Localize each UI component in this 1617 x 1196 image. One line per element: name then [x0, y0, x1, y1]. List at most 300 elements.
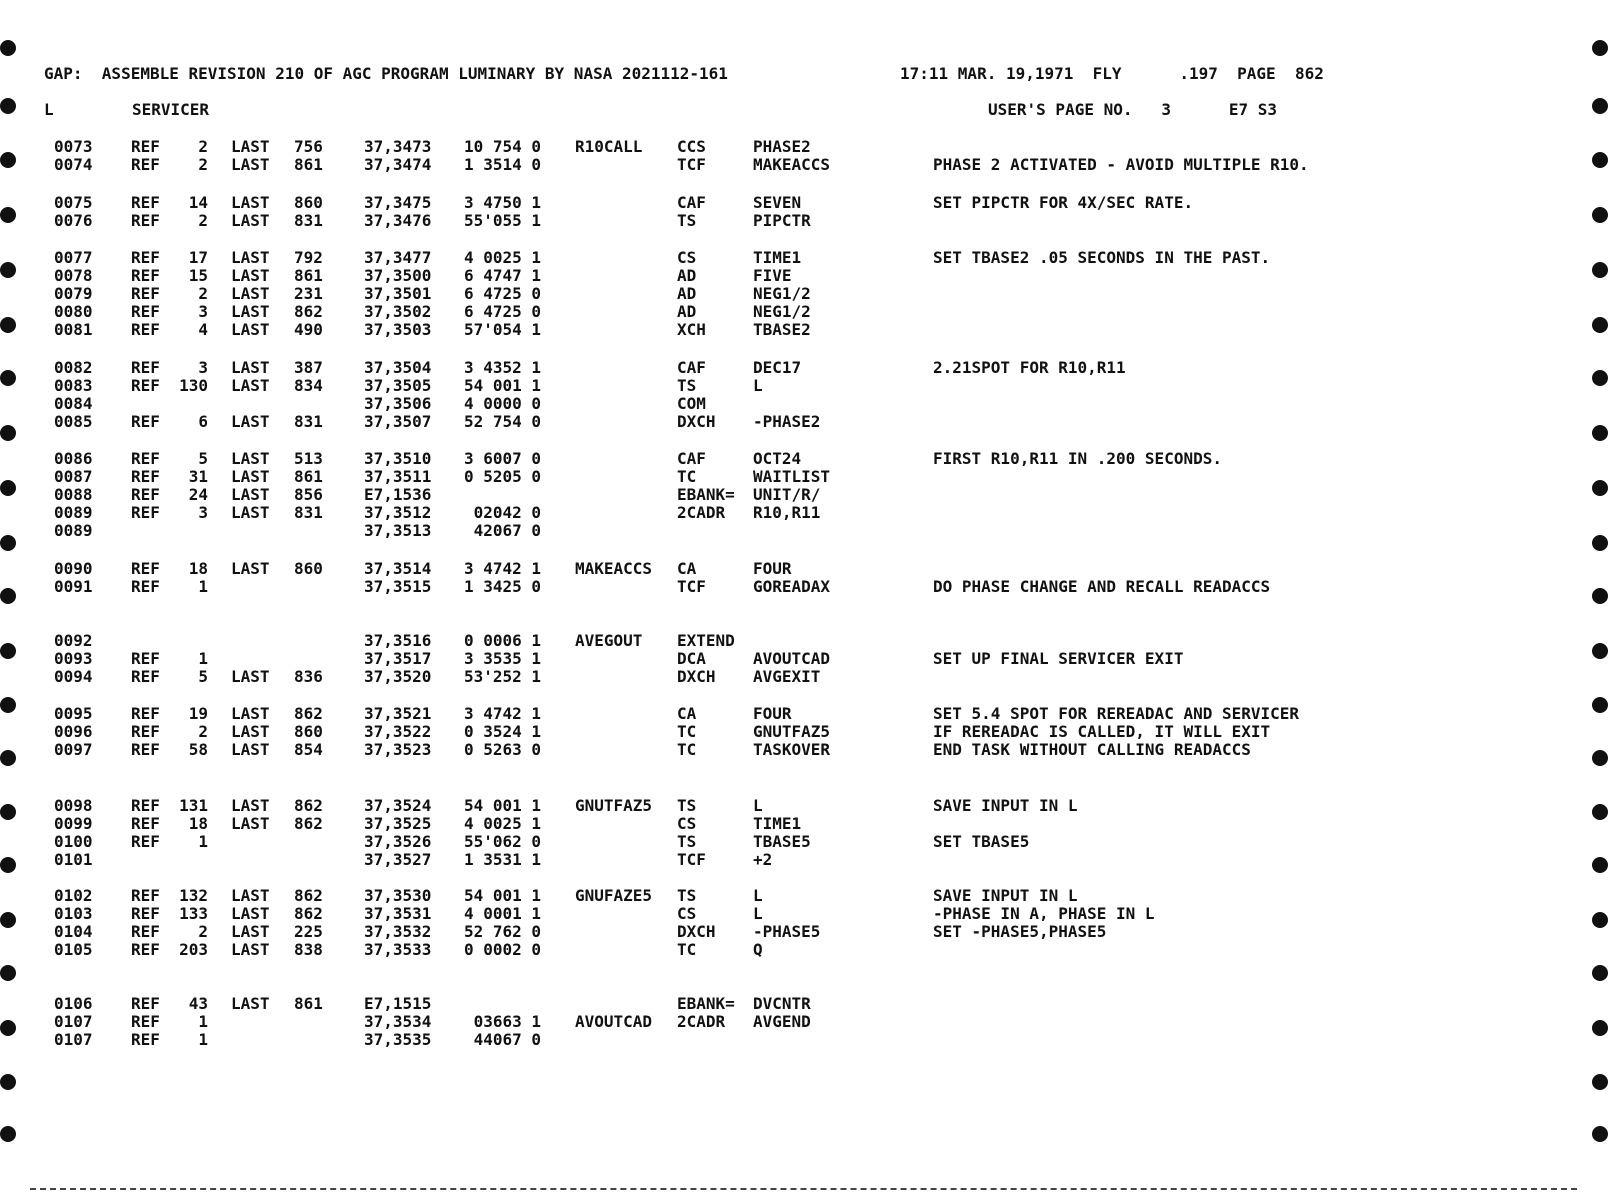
listing-row — [0, 1031, 1560, 1049]
cell-line: 0095 — [54, 704, 93, 723]
cell-ln: 854 — [294, 740, 323, 759]
cell-comment: SET -PHASE5,PHASE5 — [933, 922, 1107, 941]
listing-row — [0, 668, 1560, 686]
cell-addr: 37,3507 — [364, 412, 432, 431]
cell-addr: 37,3532 — [364, 922, 432, 941]
cell-line: 0107 — [54, 1012, 93, 1031]
cell-rn: 132 — [179, 886, 208, 905]
listing-row — [0, 303, 1560, 321]
cell-op: TC — [677, 940, 697, 959]
feed-hole-icon — [0, 480, 16, 496]
cell-comment: IF REREADAC IS CALLED, IT WILL EXIT — [933, 722, 1271, 741]
cell-addr: 37,3477 — [364, 248, 432, 267]
cell-op: EBANK= — [677, 994, 735, 1013]
cell-line: 0073 — [54, 137, 93, 156]
listing-row — [0, 578, 1560, 596]
cell-last: LAST — [231, 412, 270, 431]
cell-rn: 18 — [188, 814, 208, 833]
feed-hole-icon — [1592, 317, 1608, 333]
cell-rn: 2 — [198, 922, 208, 941]
cell-code: 4 0000 0 — [464, 394, 542, 413]
cell-ln: 831 — [294, 211, 323, 230]
cell-rn: 2 — [198, 284, 208, 303]
cell-addr: 37,3531 — [364, 904, 432, 923]
cell-ref: REF — [131, 1030, 160, 1049]
cell-code: 54 001 1 — [464, 796, 542, 815]
cell-last: LAST — [231, 485, 270, 504]
listing-row — [0, 395, 1560, 413]
cell-addr: 37,3506 — [364, 394, 432, 413]
cell-operand: +2 — [753, 850, 773, 869]
cell-comment: FIRST R10,R11 IN .200 SECONDS. — [933, 449, 1222, 468]
cell-rn: 130 — [179, 376, 208, 395]
cell-line: 0084 — [54, 394, 93, 413]
cell-operand: L — [753, 904, 763, 923]
cell-ln: 862 — [294, 796, 323, 815]
cell-operand: UNIT/R/ — [753, 485, 821, 504]
cell-addr: 37,3526 — [364, 832, 432, 851]
cell-label: AVOUTCAD — [575, 1012, 653, 1031]
cell-last: LAST — [231, 302, 270, 321]
cell-last: LAST — [231, 704, 270, 723]
section-title: SERVICER — [132, 100, 210, 119]
cell-code: 6 4725 0 — [464, 284, 542, 303]
cell-rn: 2 — [198, 155, 208, 174]
cell-op: 2CADR — [677, 503, 726, 522]
cell-line: 0094 — [54, 667, 93, 686]
cell-ref: REF — [131, 922, 160, 941]
cell-label: GNUTFAZ5 — [575, 796, 653, 815]
listing-row — [0, 285, 1560, 303]
cell-operand: TASKOVER — [753, 740, 831, 759]
cell-ref: REF — [131, 722, 160, 741]
feed-hole-icon — [1592, 262, 1608, 278]
cell-ln: 513 — [294, 449, 323, 468]
cell-rn: 1 — [198, 577, 208, 596]
cell-addr: 37,3515 — [364, 577, 432, 596]
cell-line: 0080 — [54, 302, 93, 321]
cell-op: XCH — [677, 320, 706, 339]
cell-ref: REF — [131, 376, 160, 395]
cell-op: CS — [677, 904, 697, 923]
cell-operand: MAKEACCS — [753, 155, 831, 174]
cell-addr: 37,3520 — [364, 667, 432, 686]
cell-last: LAST — [231, 722, 270, 741]
cell-last: LAST — [231, 248, 270, 267]
cell-line: 0085 — [54, 412, 93, 431]
listing-row — [0, 194, 1560, 212]
user-page-number: USER'S PAGE NO. 3 E7 S3 — [988, 100, 1277, 119]
cell-ref: REF — [131, 704, 160, 723]
cell-addr: 37,3510 — [364, 449, 432, 468]
cell-last: LAST — [231, 376, 270, 395]
feed-hole-icon — [1592, 804, 1608, 820]
cell-op: DXCH — [677, 667, 716, 686]
cell-line: 0102 — [54, 886, 93, 905]
cell-ref: REF — [131, 503, 160, 522]
cell-op: DXCH — [677, 412, 716, 431]
feed-hole-icon — [1592, 912, 1608, 928]
cell-ln: 861 — [294, 467, 323, 486]
cell-operand: OCT24 — [753, 449, 802, 468]
feed-hole-icon — [1592, 425, 1608, 441]
cell-code: 52 754 0 — [464, 412, 542, 431]
cell-line: 0106 — [54, 994, 93, 1013]
cell-code: 53'252 1 — [464, 667, 542, 686]
listing-row — [0, 941, 1560, 959]
listing-row — [0, 156, 1560, 174]
cell-ref: REF — [131, 667, 160, 686]
cell-code: 4 0025 1 — [464, 248, 542, 267]
cell-ln: 792 — [294, 248, 323, 267]
cell-ref: REF — [131, 155, 160, 174]
cell-last: LAST — [231, 155, 270, 174]
cell-op: CA — [677, 704, 697, 723]
cell-code: 3 6007 0 — [464, 449, 542, 468]
cell-last: LAST — [231, 994, 270, 1013]
cell-ln: 860 — [294, 193, 323, 212]
cell-rn: 4 — [198, 320, 208, 339]
feed-hole-icon — [0, 1126, 16, 1142]
cell-code: 10 754 0 — [464, 137, 542, 156]
cell-ln: 862 — [294, 814, 323, 833]
listing-row — [0, 359, 1560, 377]
feed-hole-icon — [0, 1074, 16, 1090]
cell-ln: 861 — [294, 994, 323, 1013]
cell-last: LAST — [231, 193, 270, 212]
cell-line: 0090 — [54, 559, 93, 578]
listing-row — [0, 413, 1560, 431]
feed-hole-icon — [0, 152, 16, 168]
feed-hole-icon — [1592, 98, 1608, 114]
feed-hole-icon — [0, 912, 16, 928]
cell-line: 0075 — [54, 193, 93, 212]
cell-last: LAST — [231, 814, 270, 833]
cell-addr: 37,3502 — [364, 302, 432, 321]
cell-rn: 2 — [198, 211, 208, 230]
cell-line: 0079 — [54, 284, 93, 303]
listing-row — [0, 833, 1560, 851]
cell-rn: 5 — [198, 667, 208, 686]
cell-addr: 37,3523 — [364, 740, 432, 759]
cell-code: 1 3514 0 — [464, 155, 542, 174]
feed-hole-icon — [1592, 1126, 1608, 1142]
cell-addr: 37,3522 — [364, 722, 432, 741]
cell-last: LAST — [231, 320, 270, 339]
cell-addr: E7,1515 — [364, 994, 432, 1013]
cell-rn: 18 — [188, 559, 208, 578]
cell-addr: 37,3474 — [364, 155, 432, 174]
feed-hole-icon — [1592, 697, 1608, 713]
cell-op: TC — [677, 740, 697, 759]
cell-op: CA — [677, 559, 697, 578]
cell-op: TCF — [677, 577, 706, 596]
feed-hole-icon — [1592, 857, 1608, 873]
cell-op: TC — [677, 467, 697, 486]
cell-last: LAST — [231, 922, 270, 941]
cell-ref: REF — [131, 248, 160, 267]
cell-rn: 1 — [198, 832, 208, 851]
cell-ref: REF — [131, 449, 160, 468]
cell-line: 0089 — [54, 521, 93, 540]
cell-code: 57'054 1 — [464, 320, 542, 339]
feed-hole-icon — [0, 750, 16, 766]
cell-comment: -PHASE IN A, PHASE IN L — [933, 904, 1155, 923]
listing-row — [0, 249, 1560, 267]
feed-hole-icon — [0, 1020, 16, 1036]
cell-code: 1 3425 0 — [464, 577, 542, 596]
cell-label: R10CALL — [575, 137, 643, 156]
cell-last: LAST — [231, 266, 270, 285]
listing-row — [0, 741, 1560, 759]
cell-operand: TIME1 — [753, 814, 802, 833]
feed-hole-icon — [1592, 1020, 1608, 1036]
feed-hole-icon — [0, 643, 16, 659]
cell-addr: 37,3512 — [364, 503, 432, 522]
feed-hole-icon — [1592, 480, 1608, 496]
feed-hole-icon — [0, 40, 16, 56]
cell-operand: L — [753, 376, 763, 395]
cell-line: 0082 — [54, 358, 93, 377]
cell-rn: 3 — [198, 503, 208, 522]
listing-row — [0, 723, 1560, 741]
listing-row — [0, 212, 1560, 230]
cell-addr: 37,3473 — [364, 137, 432, 156]
cell-ln: 831 — [294, 503, 323, 522]
feed-hole-icon — [0, 370, 16, 386]
cell-ref: REF — [131, 740, 160, 759]
cell-code: 1 3531 1 — [464, 850, 542, 869]
cell-last: LAST — [231, 358, 270, 377]
cell-ln: 834 — [294, 376, 323, 395]
cell-ln: 856 — [294, 485, 323, 504]
cell-line: 0107 — [54, 1030, 93, 1049]
cell-line: 0074 — [54, 155, 93, 174]
cell-ref: REF — [131, 284, 160, 303]
cell-addr: 37,3530 — [364, 886, 432, 905]
cell-ref: REF — [131, 886, 160, 905]
cell-operand: R10,R11 — [753, 503, 821, 522]
cell-operand: FOUR — [753, 559, 792, 578]
cell-code: 6 4725 0 — [464, 302, 542, 321]
cell-code: 4 0025 1 — [464, 814, 542, 833]
cell-addr: 37,3504 — [364, 358, 432, 377]
cell-ref: REF — [131, 832, 160, 851]
cell-addr: 37,3524 — [364, 796, 432, 815]
cell-op: TCF — [677, 850, 706, 869]
listing-mark: L — [44, 100, 54, 119]
cell-code: 3 3535 1 — [464, 649, 542, 668]
cell-comment: SET TBASE5 — [933, 832, 1030, 851]
cell-code: 54 001 1 — [464, 886, 542, 905]
listing-row — [0, 905, 1560, 923]
cell-op: CAF — [677, 358, 706, 377]
feed-hole-icon — [0, 317, 16, 333]
cell-op: TS — [677, 211, 697, 230]
cell-comment: SAVE INPUT IN L — [933, 796, 1078, 815]
cell-operand: TBASE2 — [753, 320, 811, 339]
cell-addr: 37,3514 — [364, 559, 432, 578]
listing-row — [0, 632, 1560, 650]
cell-line: 0097 — [54, 740, 93, 759]
cell-ref: REF — [131, 320, 160, 339]
cell-op: 2CADR — [677, 1012, 726, 1031]
feed-hole-icon — [0, 804, 16, 820]
listing-row — [0, 377, 1560, 395]
cell-rn: 133 — [179, 904, 208, 923]
cell-ref: REF — [131, 796, 160, 815]
cell-operand: PIPCTR — [753, 211, 811, 230]
cell-line: 0078 — [54, 266, 93, 285]
listing-row — [0, 560, 1560, 578]
cell-op: COM — [677, 394, 706, 413]
listing-row — [0, 267, 1560, 285]
cell-last: LAST — [231, 211, 270, 230]
cell-comment: 2.21SPOT FOR R10,R11 — [933, 358, 1126, 377]
cell-op: DXCH — [677, 922, 716, 941]
cell-ln: 387 — [294, 358, 323, 377]
cell-line: 0104 — [54, 922, 93, 941]
cell-code: 42067 0 — [464, 521, 542, 540]
cell-rn: 2 — [198, 137, 208, 156]
cell-operand: Q — [753, 940, 763, 959]
cell-op: TS — [677, 886, 697, 905]
cell-comment: END TASK WITHOUT CALLING READACCS — [933, 740, 1251, 759]
cell-line: 0081 — [54, 320, 93, 339]
cell-last: LAST — [231, 940, 270, 959]
listing-row — [0, 504, 1560, 522]
cell-ln: 862 — [294, 904, 323, 923]
cell-rn: 43 — [188, 994, 208, 1013]
cell-ref: REF — [131, 649, 160, 668]
cell-code: 3 4750 1 — [464, 193, 542, 212]
cell-ref: REF — [131, 211, 160, 230]
cell-comment: SAVE INPUT IN L — [933, 886, 1078, 905]
feed-hole-icon — [0, 535, 16, 551]
cell-op: TS — [677, 832, 697, 851]
perforation-line — [30, 1188, 1577, 1190]
cell-addr: 37,3500 — [364, 266, 432, 285]
cell-code: 54 001 1 — [464, 376, 542, 395]
cell-code: 0 3524 1 — [464, 722, 542, 741]
cell-operand: DEC17 — [753, 358, 802, 377]
cell-operand: L — [753, 886, 763, 905]
listing-row — [0, 815, 1560, 833]
cell-ln: 862 — [294, 886, 323, 905]
cell-addr: 37,3525 — [364, 814, 432, 833]
cell-last: LAST — [231, 503, 270, 522]
cell-op: EXTEND — [677, 631, 735, 650]
feed-hole-icon — [0, 588, 16, 604]
cell-ln: 860 — [294, 722, 323, 741]
cell-rn: 5 — [198, 449, 208, 468]
cell-ref: REF — [131, 137, 160, 156]
feed-hole-icon — [0, 207, 16, 223]
cell-line: 0083 — [54, 376, 93, 395]
cell-ln: 231 — [294, 284, 323, 303]
cell-ref: REF — [131, 193, 160, 212]
cell-rn: 24 — [188, 485, 208, 504]
cell-op: AD — [677, 302, 697, 321]
listing-row — [0, 887, 1560, 905]
cell-ref: REF — [131, 266, 160, 285]
cell-code: 52 762 0 — [464, 922, 542, 941]
cell-operand: L — [753, 796, 763, 815]
cell-line: 0096 — [54, 722, 93, 741]
cell-last: LAST — [231, 886, 270, 905]
cell-ref: REF — [131, 302, 160, 321]
feed-hole-icon — [1592, 965, 1608, 981]
cell-last: LAST — [231, 796, 270, 815]
cell-line: 0086 — [54, 449, 93, 468]
cell-line: 0105 — [54, 940, 93, 959]
cell-op: TS — [677, 376, 697, 395]
cell-operand: AVOUTCAD — [753, 649, 831, 668]
cell-operand: NEG1/2 — [753, 284, 811, 303]
cell-operand: SEVEN — [753, 193, 802, 212]
assembly-header: GAP: ASSEMBLE REVISION 210 OF AGC PROGRAM LUMINARY BY NASA 2021112-161 — [44, 64, 728, 83]
cell-last: LAST — [231, 449, 270, 468]
cell-ln: 861 — [294, 155, 323, 174]
cell-rn: 15 — [188, 266, 208, 285]
cell-code: 3 4742 1 — [464, 559, 542, 578]
cell-op: TCF — [677, 155, 706, 174]
cell-addr: 37,3517 — [364, 649, 432, 668]
cell-ref: REF — [131, 814, 160, 833]
listing-row — [0, 995, 1560, 1013]
cell-addr: 37,3533 — [364, 940, 432, 959]
cell-ref: REF — [131, 467, 160, 486]
cell-comment: PHASE 2 ACTIVATED - AVOID MULTIPLE R10. — [933, 155, 1309, 174]
cell-rn: 203 — [179, 940, 208, 959]
cell-label: GNUFAZE5 — [575, 886, 653, 905]
cell-comment: SET UP FINAL SERVICER EXIT — [933, 649, 1184, 668]
cell-rn: 1 — [198, 649, 208, 668]
cell-line: 0099 — [54, 814, 93, 833]
cell-line: 0076 — [54, 211, 93, 230]
cell-ref: REF — [131, 358, 160, 377]
cell-comment: SET 5.4 SPOT FOR REREADAC AND SERVICER — [933, 704, 1300, 723]
cell-operand: -PHASE5 — [753, 922, 821, 941]
cell-line: 0101 — [54, 850, 93, 869]
cell-op: CS — [677, 248, 697, 267]
cell-addr: 37,3516 — [364, 631, 432, 650]
feed-hole-icon — [0, 857, 16, 873]
cell-rn: 19 — [188, 704, 208, 723]
cell-addr: 37,3511 — [364, 467, 432, 486]
listing-row — [0, 486, 1560, 504]
cell-label: MAKEACCS — [575, 559, 653, 578]
cell-operand: TBASE5 — [753, 832, 811, 851]
cell-code: 0 0002 0 — [464, 940, 542, 959]
cell-comment: SET TBASE2 .05 SECONDS IN THE PAST. — [933, 248, 1271, 267]
cell-code: 44067 0 — [464, 1030, 542, 1049]
cell-op: CCS — [677, 137, 706, 156]
feed-hole-icon — [0, 965, 16, 981]
cell-rn: 1 — [198, 1030, 208, 1049]
cell-addr: 37,3534 — [364, 1012, 432, 1031]
feed-hole-icon — [0, 262, 16, 278]
cell-addr: E7,1536 — [364, 485, 432, 504]
cell-code: 0 0006 1 — [464, 631, 542, 650]
cell-code: 03663 1 — [464, 1012, 542, 1031]
listing-row — [0, 650, 1560, 668]
cell-operand: AVGEXIT — [753, 667, 821, 686]
cell-line: 0087 — [54, 467, 93, 486]
cell-last: LAST — [231, 904, 270, 923]
cell-rn: 1 — [198, 1012, 208, 1031]
cell-last: LAST — [231, 284, 270, 303]
